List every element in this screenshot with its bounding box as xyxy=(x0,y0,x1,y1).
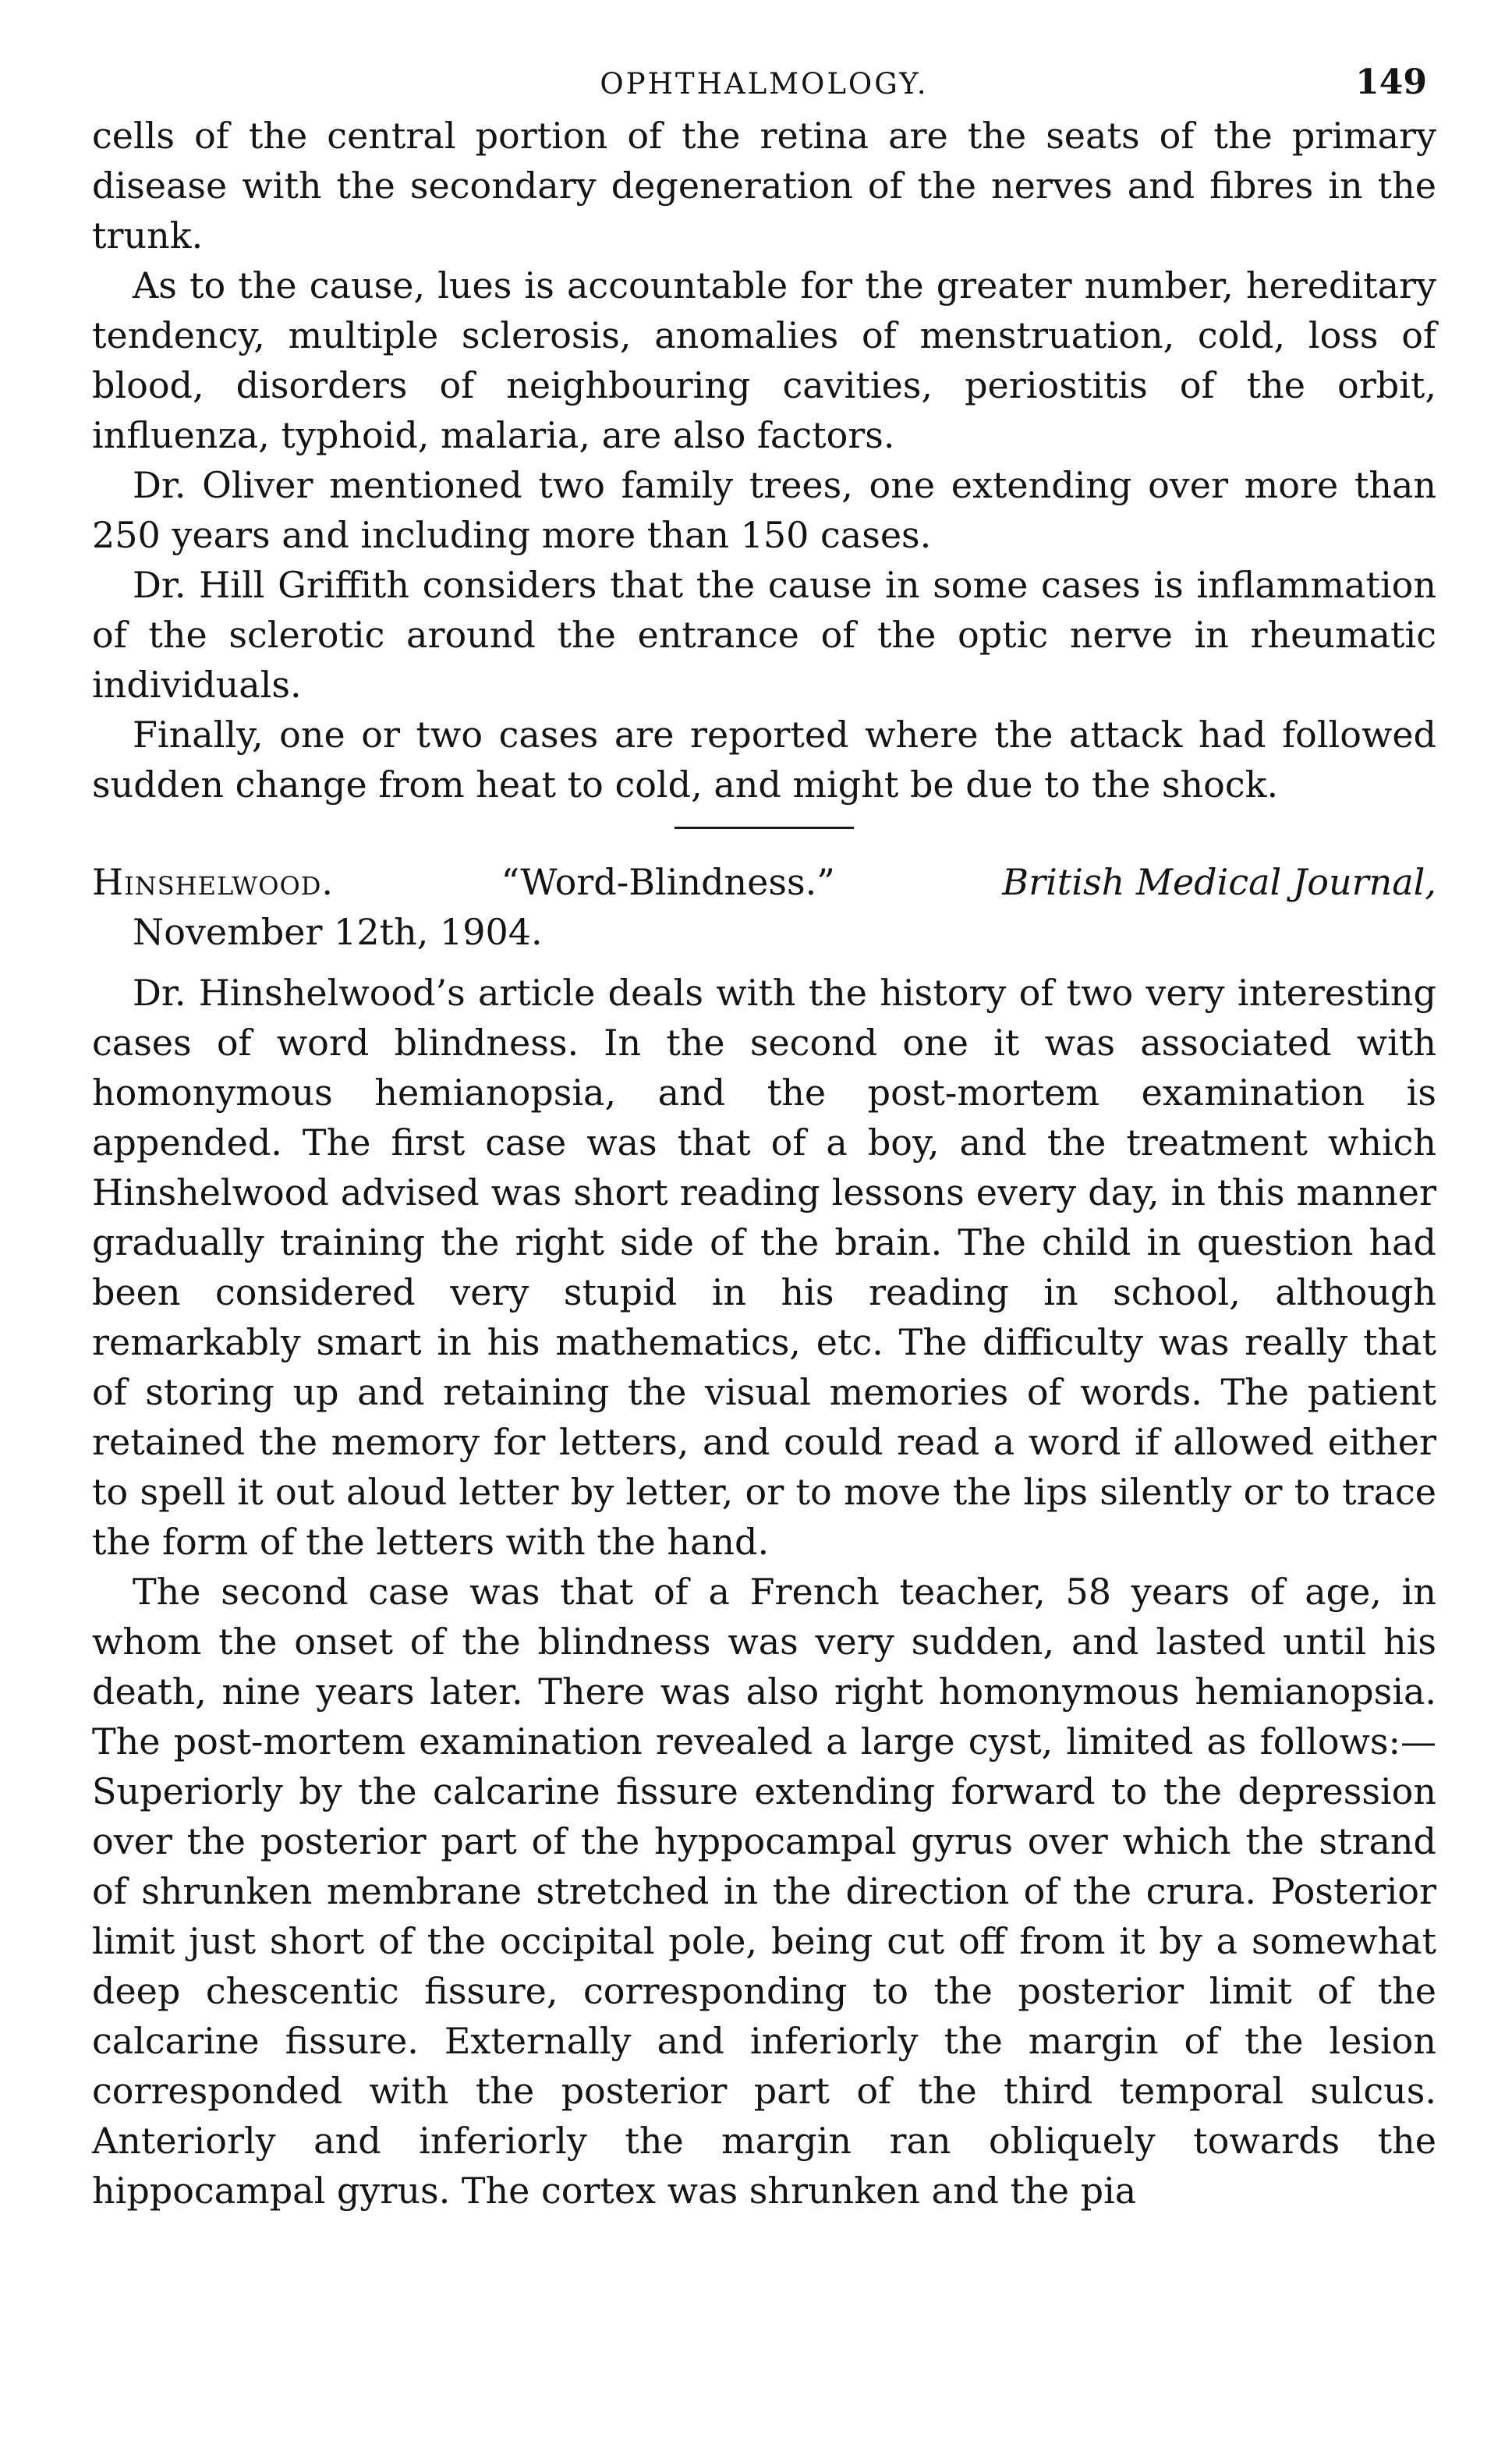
paragraph-continuation: cells of the central portion of the retina are the seats of the primary disease with the secondary degeneration of the nerves and fibres in the trunk. xyxy=(92,115,1436,257)
citation-journal: British Medical Journal, xyxy=(1002,861,1436,903)
citation-date: November 12th, 1904. xyxy=(133,911,543,953)
paragraph-second-case: The second case was that of a French teacher, 58 years of age, in whom the onset of the blindness was very sudden, and lasted until his death, nine years later. There was also right homonymous hemianopsia. The post-mortem examination revealed a large cyst, limited as follows:—Superiorly by the calcarine fissure extending forward to the depression over the posterior part of the hyppocampal gyrus over which the strand of shrunken membrane stretched in the direction of the crura. Posterior limit just short of the occipital pole, being cut off from it by a somewhat deep chescentic fissure, corresponding to the posterior limit of the calcarine fissure. Externally and inferiorly the margin of the lesion corresponded with the posterior part of the third temporal sulcus. Anteriorly and inferiorly the margin ran obliquely towards the hippocampal gyrus. The cortex was shrunken and the pia xyxy=(92,1571,1436,2212)
paragraph-griffith: Dr. Hill Griffith considers that the cause in some cases is inflammation of the sclerotic around the entrance of the optic nerve in rheumatic individuals. xyxy=(92,564,1436,706)
paragraph-first-case: Dr. Hinshelwood’s article deals with the history of two very interesting cases of word blindness. In the second one it was associated with homonymous hemianopsia, and the post-mortem examination is appended. The first case was that of a boy, and the treatment which Hinshelwood advised was short reading lessons every day, in this manner gradually training the right side of the brain. The child in question had been considered very stupid in his reading in school, although remarkably smart in his mathematics, etc. The difficulty was really that of storing up and retaining the visual memories of words. The patient retained the memory for letters, and could read a word if allowed either to spell it out aloud letter by letter, or to move the lips silently or to trace the form of the letters with the hand. xyxy=(92,972,1436,1563)
page-number: 149 xyxy=(1355,62,1427,102)
paragraph-causes: As to the cause, lues is accountable for the greater number, hereditary tendency, multiple sclerosis, anomalies of menstruation, cold, loss of blood, disorders of neighbouring cavities, periostitis of the orbit, influenza, typhoid, malaria, are also factors. xyxy=(92,264,1436,456)
running-title: OPHTHALMOLOGY. xyxy=(600,67,929,101)
paragraph-finally: Finally, one or two cases are reported where the attack had followed sudden change from heat to cold, and might be due to the shock. xyxy=(92,714,1436,806)
section-divider xyxy=(675,827,854,829)
article-citation xyxy=(92,857,1436,957)
citation-title: “Word-Blindness.” xyxy=(501,861,835,903)
book-page xyxy=(92,62,1436,2216)
citation-author: Hinshelwood. xyxy=(92,861,335,903)
section-word-blindness xyxy=(92,968,1436,2216)
section-optic-atrophy xyxy=(92,111,1436,810)
paragraph-oliver: Dr. Oliver mentioned two family trees, one extending over more than 250 years and including more than 150 cases. xyxy=(92,464,1436,556)
running-head xyxy=(92,62,1436,111)
